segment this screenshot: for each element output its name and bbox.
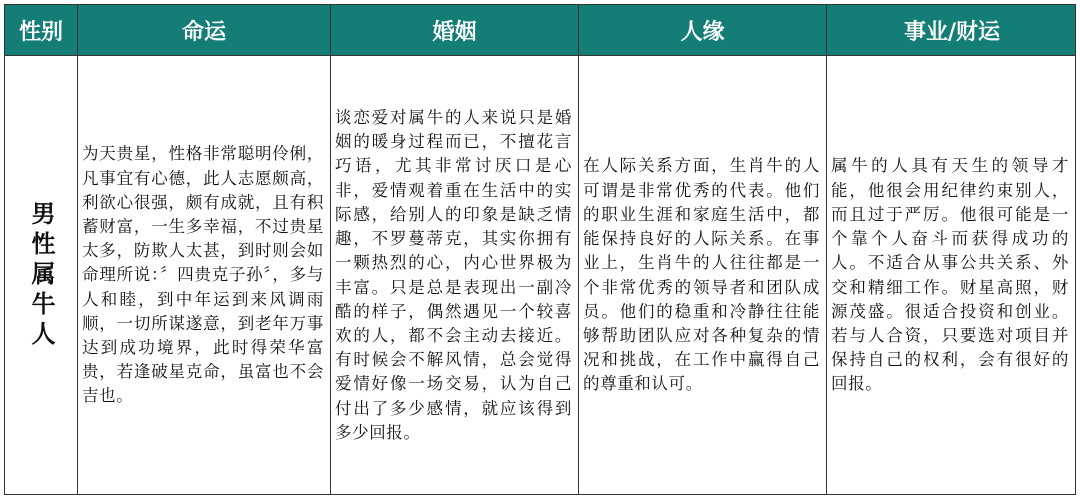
table-row — [5, 55, 1075, 495]
relations-cell — [579, 56, 827, 495]
header-fate: 命运 — [78, 5, 331, 55]
fate-cell — [78, 56, 331, 495]
header-gender: 性别 — [5, 5, 78, 55]
marriage-text: 谈恋爱对属牛的人来说只是婚姻的暖身过程而已，不擅花言巧语，尤其非常讨厌口是心非，爱情观着重在生活中的实际感，给别人的印象是缺乏情趣，不罗蔓蒂克，其实你拥有一颗热烈的心，内心世界极为丰富。只是总是表现出一副冷酷的样子，偶然遇见一个较喜欢的人，都不会主动去接近。有时候会不解风情，总会觉得爱情好像一场交易，认为自己付出了多少感情，就应该得到多少回报。 — [335, 108, 572, 442]
career-text: 属牛的人具有天生的领导才能，他很会用纪律约束别人，而且过于严厉。他很可能是一个靠个人奋斗而获得成功的人。不适合从事公共关系、外交和精细工作。财星高照，财源茂盛。很适合投资和创业。若与人合资，只要选对项目并保持自己的权利，会有很好的回报。 — [831, 156, 1069, 394]
marriage-cell — [331, 56, 579, 495]
header-relations: 人缘 — [579, 5, 827, 55]
header-marriage: 婚姻 — [331, 5, 579, 55]
zodiac-ox-table — [4, 4, 1076, 495]
career-cell — [827, 56, 1075, 495]
relations-text: 在人际关系方面，生肖牛的人可谓是非常优秀的代表。他们的职业生涯和家庭生活中，都能保持良好的人际关系。在事业上，生肖牛的人往往都是一个非常优秀的领导者和团队成员。他们的稳重和冷静往往能够帮助团队应对各种复杂的情况和挑战，在工作中赢得自己的尊重和认可。 — [583, 156, 820, 394]
table-header-row — [5, 5, 1075, 55]
gender-cell: 男性属牛人 — [5, 56, 78, 495]
fate-text: 为天贵星，性格非常聪明伶俐，凡事宜有心德，此人志愿颇高，利欲心很强，颇有成就，且有积蓄财富，一生多幸福，不过贵星太多，防欺人太甚，到时则会如命理所说：〞四贵克子孙〞，多与人和睦，到中年运到来风调雨顺，一切所谋遂意，到老年万事达到成功境界，此时得荣华富贵，若逢破星克命，虽富也不会吉也。 — [82, 144, 324, 406]
header-career: 事业/财运 — [903, 18, 1001, 45]
